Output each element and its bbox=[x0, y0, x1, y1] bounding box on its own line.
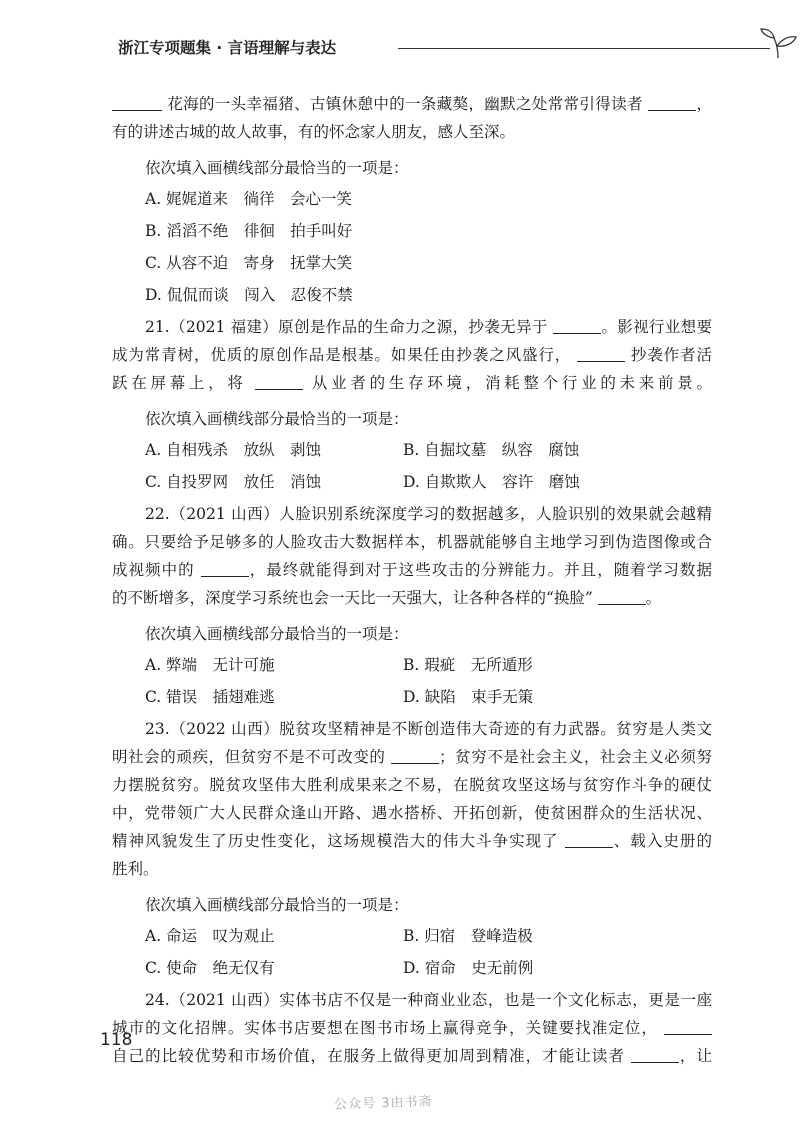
q24-line: 24.（2021 山西）实体书店不仅是一种商业业态，也是一个文化标志，更是一座 bbox=[145, 991, 712, 1009]
fill-blank bbox=[565, 829, 613, 848]
header-title: 浙江专项题集 · 言语理解与表达 bbox=[118, 39, 337, 57]
text-run: 自己的比较优势和市场价值，在服务上做得更加周到精准，才能让读者 bbox=[112, 1047, 625, 1065]
fill-blank bbox=[631, 1044, 679, 1063]
text-run: 成视频中的 bbox=[112, 561, 195, 579]
fill-blank bbox=[255, 371, 303, 390]
fill-blank bbox=[577, 343, 625, 362]
text-run: 跃在屏幕上，将 bbox=[112, 374, 247, 392]
passage-line bbox=[112, 90, 712, 118]
question-prompt: 依次填入画横线部分最恰当的一项是： bbox=[145, 896, 409, 914]
q22-line bbox=[112, 584, 712, 612]
q22-line bbox=[112, 556, 712, 584]
fill-blank bbox=[391, 745, 439, 764]
option-d: D. 缺陷 束手无策 bbox=[403, 688, 534, 706]
text-run: ；贫穷不是社会主义，社会主义必须努 bbox=[439, 748, 712, 766]
text-run: 花海的一头幸福猪、古镇休憩中的一条藏獒，幽默之处常常引得读者 bbox=[167, 95, 643, 113]
sprout-leaf-icon bbox=[758, 28, 800, 62]
q23-line: 胜利。 bbox=[112, 860, 159, 878]
text-run: ，让 bbox=[678, 1047, 712, 1065]
q22-line: 22.（2021 山西）人脸识别系统深度学习的数据越多，人脸识别的效果就会越精 bbox=[145, 505, 712, 523]
text-run: 明社会的顽疾，但贫穷不是不可改变的 bbox=[112, 748, 386, 766]
option-b: B. 瑕疵 无所遁形 bbox=[403, 656, 533, 674]
option-b: B. 归宿 登峰造极 bbox=[403, 927, 533, 945]
text-run: 、载入史册的 bbox=[612, 832, 712, 850]
page-number: 118 bbox=[100, 1030, 133, 1050]
option-a: A. 自相残杀 放纵 剥蚀 bbox=[145, 441, 322, 459]
option-b: B. 滔滔不绝 徘徊 拍手叫好 bbox=[145, 222, 353, 240]
text-run: ，最终就能得到对于这些攻击的分辨能力。并且，随着学习数据 bbox=[248, 561, 712, 579]
q23-line: 23.（2022 山西）脱贫攻坚精神是不断创造伟大奇迹的有力武器。贫穷是人类文 bbox=[145, 720, 712, 738]
text-run: 。影视行业想要 bbox=[601, 318, 712, 336]
option-c: C. 自投罗网 放任 消蚀 bbox=[145, 473, 322, 491]
q23-line bbox=[112, 743, 712, 771]
q23-line bbox=[112, 827, 712, 855]
question-prompt: 依次填入画横线部分最恰当的一项是： bbox=[145, 410, 409, 428]
text-run: ， bbox=[696, 95, 712, 113]
text-run: 城市的文化招牌。实体书店要想在图书市场上赢得竞争，关键要找准定位， bbox=[112, 1019, 659, 1037]
option-a: A. 命运 叹为观止 bbox=[145, 927, 275, 945]
option-c: C. 从容不迫 寄身 抚掌大笑 bbox=[145, 254, 353, 272]
option-c: C. 使命 绝无仅有 bbox=[145, 959, 275, 977]
text-run: 精神风貌发生了历史性变化，这场规模浩大的伟大斗争实现了 bbox=[112, 832, 559, 850]
q21-line bbox=[112, 369, 712, 397]
watermark: 公众号 3由书斋 bbox=[333, 1094, 433, 1113]
fill-blank bbox=[112, 92, 162, 111]
fill-blank bbox=[201, 558, 249, 577]
fill-blank bbox=[598, 586, 646, 605]
option-c: C. 错误 插翅难逃 bbox=[145, 688, 275, 706]
text-run: 21.（2021 福建）原创是作品的生命力之源，抄袭无异于 bbox=[145, 318, 548, 336]
option-d: D. 宿命 史无前例 bbox=[403, 959, 534, 977]
q23-line: 力摆脱贫穷。脱贫攻坚伟大胜利成果来之不易，在脱贫攻坚这场与贫穷作斗争的硬仗 bbox=[112, 776, 712, 794]
option-d: D. 侃侃而谈 闯入 忍俊不禁 bbox=[145, 286, 353, 304]
question-prompt: 依次填入画横线部分最恰当的一项是： bbox=[145, 159, 409, 177]
q24-line bbox=[112, 1014, 712, 1042]
q22-line: 确。只要给予足够多的人脸攻击大数据样本，机器就能够自主地学习到伪造图像或合 bbox=[112, 533, 712, 551]
running-header bbox=[80, 26, 720, 70]
fill-blank bbox=[664, 1016, 712, 1035]
option-b: B. 自掘坟墓 纵容 腐蚀 bbox=[403, 441, 580, 459]
text-run: 抄袭作者活 bbox=[630, 346, 712, 364]
option-a: A. 娓娓道来 徜徉 会心一笑 bbox=[145, 190, 353, 208]
question-prompt: 依次填入画横线部分最恰当的一项是： bbox=[145, 625, 409, 643]
q21-line bbox=[112, 313, 712, 341]
text-run: 成为常青树，优质的原创作品是根基。如果任由抄袭之风盛行， bbox=[112, 346, 572, 364]
text-run: 从业者的生存环境，消耗整个行业的未来前景。 bbox=[311, 374, 712, 392]
option-a: A. 弊端 无计可施 bbox=[145, 656, 275, 674]
q23-line: 中，党带领广大人民群众逢山开路、遇水搭桥、开拓创新，使贫困群众的生活状况、 bbox=[112, 804, 712, 822]
q21-line bbox=[112, 341, 712, 369]
text-run: 。 bbox=[645, 589, 662, 607]
fill-blank bbox=[553, 315, 601, 334]
text-run: 的不断增多，深度学习系统也会一天比一天强大，让各种各样的“换脸” bbox=[112, 589, 593, 607]
passage-line: 有的讲述古城的故人故事，有的怀念家人朋友，感人至深。 bbox=[112, 123, 516, 141]
fill-blank bbox=[648, 92, 696, 111]
header-rule bbox=[398, 48, 770, 49]
q24-line bbox=[112, 1042, 712, 1070]
option-d: D. 自欺欺人 容许 磨蚀 bbox=[403, 473, 580, 491]
